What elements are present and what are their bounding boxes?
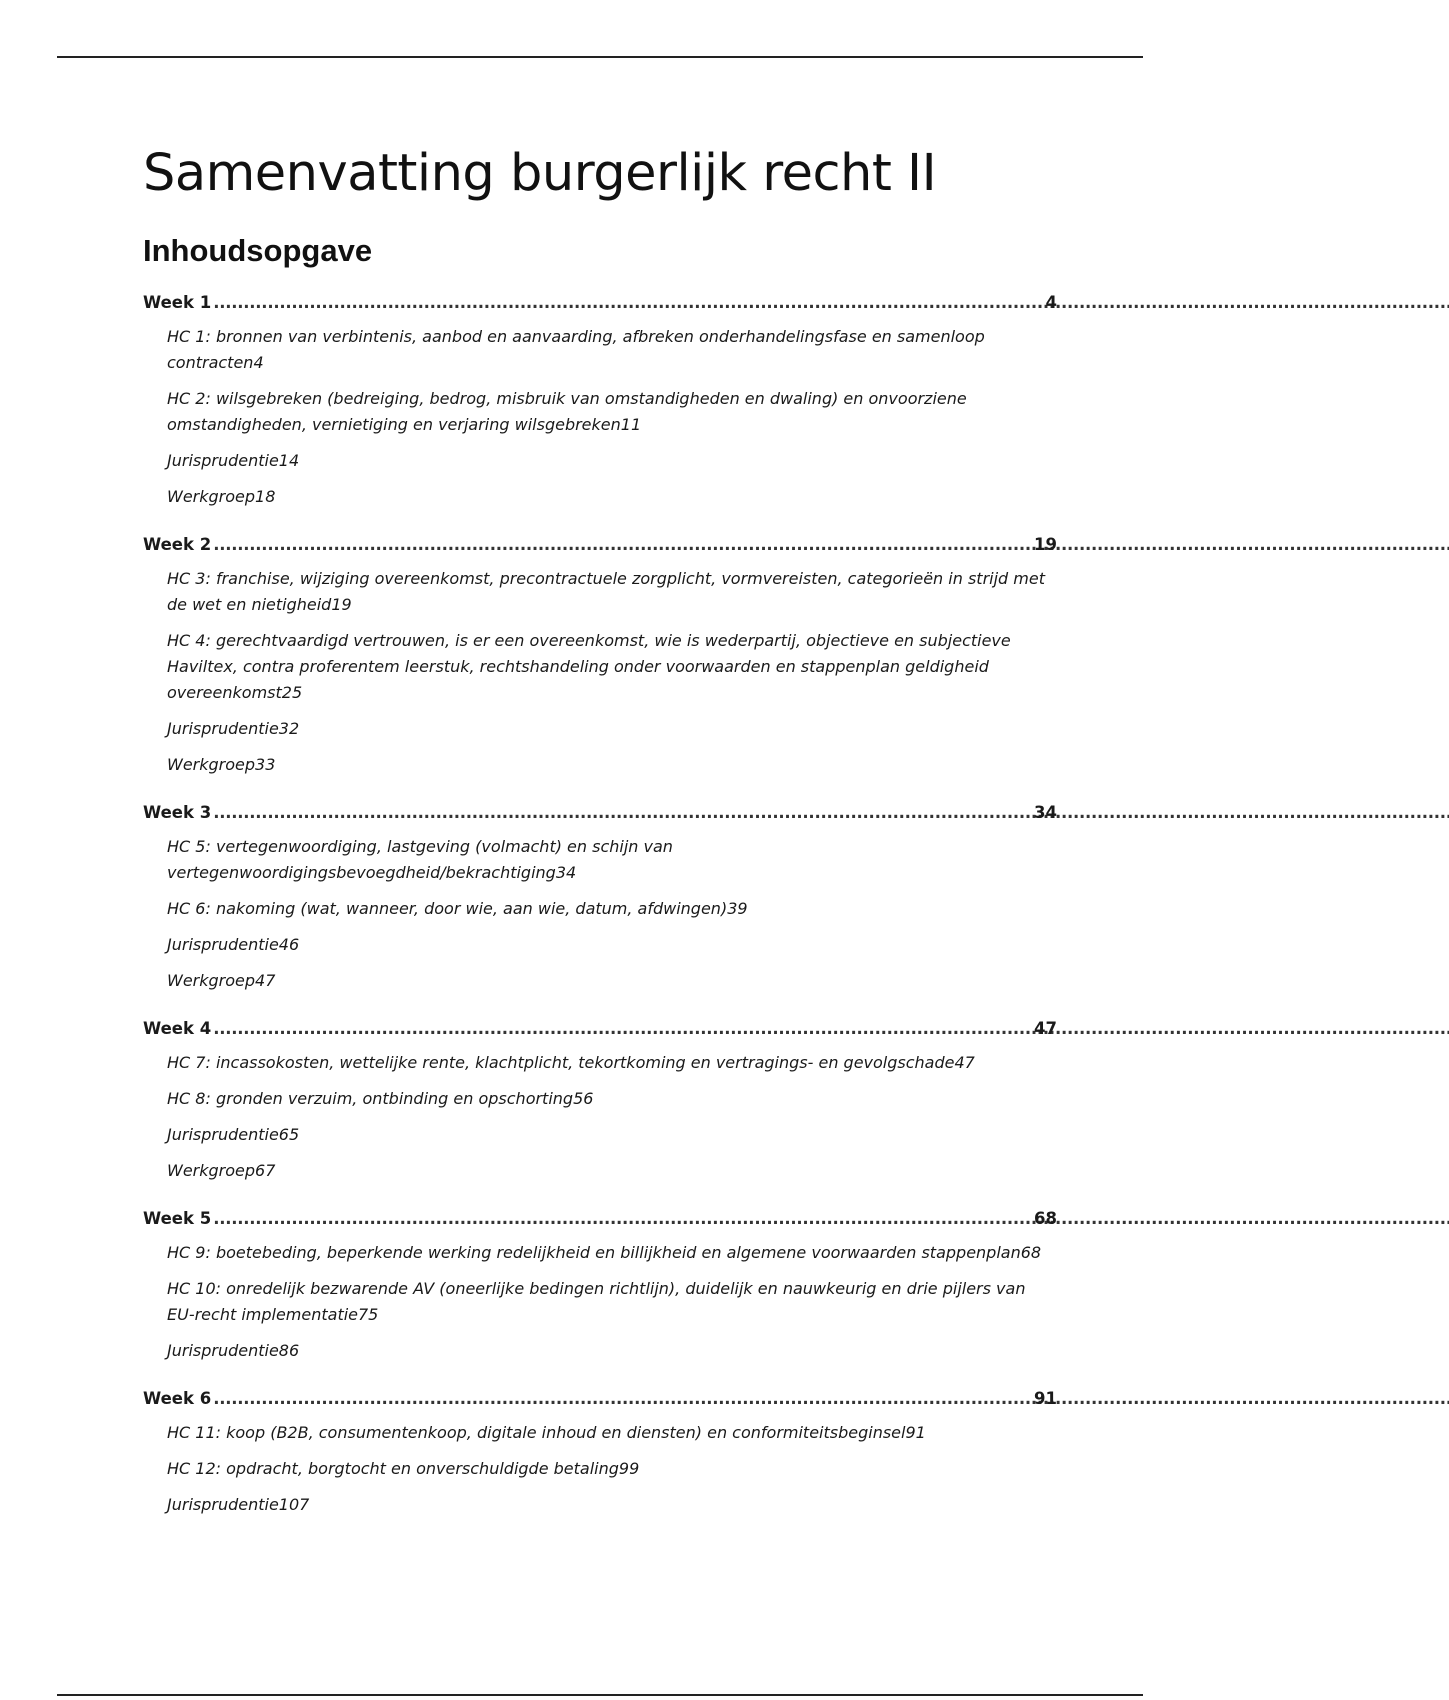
toc-subentry-label: HC 6: nakoming (wat, wanneer, door wie, aan wie, datum, afdwingen) [167, 899, 728, 918]
toc-page-number: 11 [620, 415, 642, 434]
toc-subentry-line: HC 1: bronnen van verbintenis, aanbod en aanvaarding, afbreken onderhandelingsfase en samenloop [167, 327, 985, 346]
toc-subentry-last-line [167, 680, 1057, 706]
toc-subentry-label: HC 7: incassokosten, wettelijke rente, klachtplicht, tekortkoming en vertragings- en gevolgschade [167, 1053, 955, 1072]
toc-subentry-wrapped-lines [167, 566, 1057, 592]
toc-leader-dots [213, 800, 1032, 826]
toc-page-number: 47 [1034, 1019, 1057, 1038]
toc-week-label: Week 3 [143, 803, 212, 822]
toc-subentry-line: HC 5: vertegenwoordiging, lastgeving (volmacht) en schijn van [167, 837, 673, 856]
toc-subentry-label: overeenkomst [167, 683, 282, 702]
toc-subentry-last-line [167, 1456, 1057, 1482]
toc-leader-dots [213, 1206, 1032, 1232]
toc-week-label: Week 4 [143, 1019, 212, 1038]
toc-subentry[interactable] [143, 1050, 1057, 1076]
toc-page-number: 4 [253, 353, 264, 372]
toc-subentry-last-line [167, 932, 1057, 958]
toc-page-number: 91 [905, 1423, 926, 1442]
table-of-contents [143, 290, 1057, 1518]
toc-subentry-last-line [167, 1122, 1057, 1148]
footer-rule [57, 1694, 1143, 1696]
toc-subentry-last-line [167, 1302, 1057, 1328]
toc-subentry-label: Jurisprudentie [167, 1341, 279, 1360]
toc-subentry-last-line [167, 896, 1057, 922]
toc-subentry-last-line [167, 1240, 1057, 1266]
toc-subentry-label: Werkgroep [167, 971, 256, 990]
toc-page-number: 33 [255, 755, 276, 774]
toc-page-number: 19 [331, 595, 352, 614]
toc-page-number: 56 [573, 1089, 594, 1108]
toc-page-number: 65 [278, 1125, 300, 1144]
toc-subentry-last-line [167, 968, 1057, 994]
toc-heading: Inhoudsopgave [143, 233, 373, 268]
toc-subentry-line: HC 4: gerechtvaardigd vertrouwen, is er een overeenkomst, wie is wederpartij, objectieve en subjectieve [167, 631, 1011, 650]
toc-subentry[interactable] [143, 1456, 1057, 1482]
toc-page-number: 4 [1045, 293, 1057, 312]
toc-subentry-label: de wet en nietigheid [167, 595, 332, 614]
toc-subentry-label: EU-recht implementatie [167, 1305, 358, 1324]
header-rule [57, 56, 1143, 58]
toc-page-number: 47 [255, 971, 276, 990]
toc-week-entry[interactable] [143, 800, 1057, 826]
toc-subentry[interactable] [143, 1086, 1057, 1112]
toc-subentry-wrapped-lines [167, 386, 1057, 412]
toc-subentry-label: Jurisprudentie [167, 719, 279, 738]
toc-subentry-wrapped-lines [167, 834, 1057, 860]
toc-subentry[interactable] [143, 448, 1057, 474]
toc-subentry-last-line [167, 1338, 1057, 1364]
toc-subentry-label: Werkgroep [167, 487, 256, 506]
toc-page-number: 67 [255, 1161, 276, 1180]
toc-page-number: 75 [358, 1305, 379, 1324]
toc-subentry[interactable] [143, 1240, 1057, 1266]
toc-page-number: 46 [278, 935, 300, 954]
toc-page-number: 14 [278, 451, 300, 470]
toc-subentry[interactable] [143, 1276, 1057, 1328]
toc-subentry-label: Jurisprudentie [167, 935, 279, 954]
toc-page-number: 91 [1034, 1389, 1057, 1408]
toc-week-label: Week 5 [143, 1209, 212, 1228]
toc-leader-dots [213, 1386, 1032, 1412]
toc-subentry-last-line [167, 448, 1057, 474]
toc-subentry-last-line [167, 1050, 1057, 1076]
toc-subentry-last-line [167, 592, 1057, 618]
toc-week-entry[interactable] [143, 1016, 1057, 1042]
document-page [143, 140, 1057, 1518]
document-title: Samenvatting burgerlijk recht II [143, 144, 937, 203]
toc-subentry-label: Jurisprudentie [167, 451, 279, 470]
toc-subentry[interactable] [143, 324, 1057, 376]
toc-subentry-label: contracten [167, 353, 254, 372]
toc-week-entry[interactable] [143, 532, 1057, 558]
toc-subentry-line: HC 10: onredelijk bezwarende AV (oneerlijke bedingen richtlijn), duidelijk en nauwkeurig en drie pijlers van [167, 1279, 1026, 1298]
toc-page-number: 86 [278, 1341, 300, 1360]
toc-subentry-wrapped-lines [167, 324, 1057, 350]
toc-subentry-wrapped-lines [167, 628, 1057, 680]
toc-week-entry[interactable] [143, 1386, 1057, 1412]
toc-page-number: 34 [555, 863, 577, 882]
toc-subentry[interactable] [143, 896, 1057, 922]
toc-subentry-label: Werkgroep [167, 755, 256, 774]
toc-subentry-last-line [167, 1086, 1057, 1112]
toc-week-entry[interactable] [143, 1206, 1057, 1232]
toc-leader-dots [213, 532, 1032, 558]
toc-subentry-label: HC 11: koop (B2B, consumentenkoop, digitale inhoud en diensten) en conformiteitsbeginsel [167, 1423, 906, 1442]
toc-subentry[interactable] [143, 1158, 1057, 1184]
toc-subentry-last-line [167, 350, 1057, 376]
toc-subentry-last-line [167, 412, 1057, 438]
toc-page-number: 68 [1034, 1209, 1057, 1228]
toc-subentry-label: omstandigheden, vernietiging en verjaring wilsgebreken [167, 415, 621, 434]
toc-leader-dots [213, 290, 1043, 316]
toc-subentry-label: Werkgroep [167, 1161, 256, 1180]
toc-page-number: 25 [281, 683, 303, 702]
toc-subentry-label: HC 8: gronden verzuim, ontbinding en opschorting [167, 1089, 574, 1108]
toc-subentry-last-line [167, 1492, 1057, 1518]
toc-subentry[interactable] [143, 386, 1057, 438]
toc-subentry-label: HC 9: boetebeding, beperkende werking redelijkheid en billijkheid en algemene voorwaarden stappenplan [167, 1243, 1021, 1262]
toc-page-number: 18 [255, 487, 276, 506]
toc-subentry-line: HC 2: wilsgebreken (bedreiging, bedrog, misbruik van omstandigheden en dwaling) en onvoorziene [167, 389, 967, 408]
toc-page-number: 68 [1020, 1243, 1042, 1262]
toc-subentry-label: HC 12: opdracht, borgtocht en onverschuldigde betaling [167, 1459, 619, 1478]
toc-week-label: Week 2 [143, 535, 212, 554]
toc-subentry-label: Jurisprudentie [167, 1495, 279, 1514]
toc-subentry-last-line [167, 484, 1057, 510]
toc-subentry[interactable] [143, 1492, 1057, 1518]
toc-subentry[interactable] [143, 1122, 1057, 1148]
toc-subentry[interactable] [143, 484, 1057, 510]
toc-page-number: 47 [954, 1053, 975, 1072]
toc-subentry-line: Haviltex, contra proferentem leerstuk, rechtshandeling onder voorwaarden en stappenplan geldigheid [167, 657, 989, 676]
toc-subentry[interactable] [143, 716, 1057, 742]
toc-page-number: 32 [278, 719, 300, 738]
toc-leader-dots [213, 1016, 1032, 1042]
toc-subentry-label: Jurisprudentie [167, 1125, 279, 1144]
toc-page-number: 99 [618, 1459, 640, 1478]
toc-subentry-last-line [167, 716, 1057, 742]
toc-subentry[interactable] [143, 968, 1057, 994]
toc-subentry-line: HC 3: franchise, wijziging overeenkomst, precontractuele zorgplicht, vormvereisten, categorieën in strijd met [167, 569, 1045, 588]
toc-subentry-wrapped-lines [167, 1276, 1057, 1302]
toc-subentry-last-line [167, 1158, 1057, 1184]
toc-subentry[interactable] [143, 628, 1057, 706]
toc-subentry[interactable] [143, 932, 1057, 958]
toc-subentry[interactable] [143, 566, 1057, 618]
toc-page-number: 34 [1034, 803, 1057, 822]
toc-subentry-label: vertegenwoordigingsbevoegdheid/bekrachtiging [167, 863, 556, 882]
toc-subentry-last-line [167, 752, 1057, 778]
toc-week-entry[interactable] [143, 290, 1057, 316]
toc-page-number: 107 [278, 1495, 310, 1514]
toc-page-number: 39 [727, 899, 748, 918]
toc-subentry[interactable] [143, 752, 1057, 778]
toc-page-number: 19 [1034, 535, 1057, 554]
toc-subentry-last-line [167, 860, 1057, 886]
toc-subentry[interactable] [143, 1338, 1057, 1364]
toc-week-label: Week 1 [143, 293, 212, 312]
toc-subentry[interactable] [143, 1420, 1057, 1446]
toc-subentry[interactable] [143, 834, 1057, 886]
toc-week-label: Week 6 [143, 1389, 212, 1408]
toc-subentry-last-line [167, 1420, 1057, 1446]
